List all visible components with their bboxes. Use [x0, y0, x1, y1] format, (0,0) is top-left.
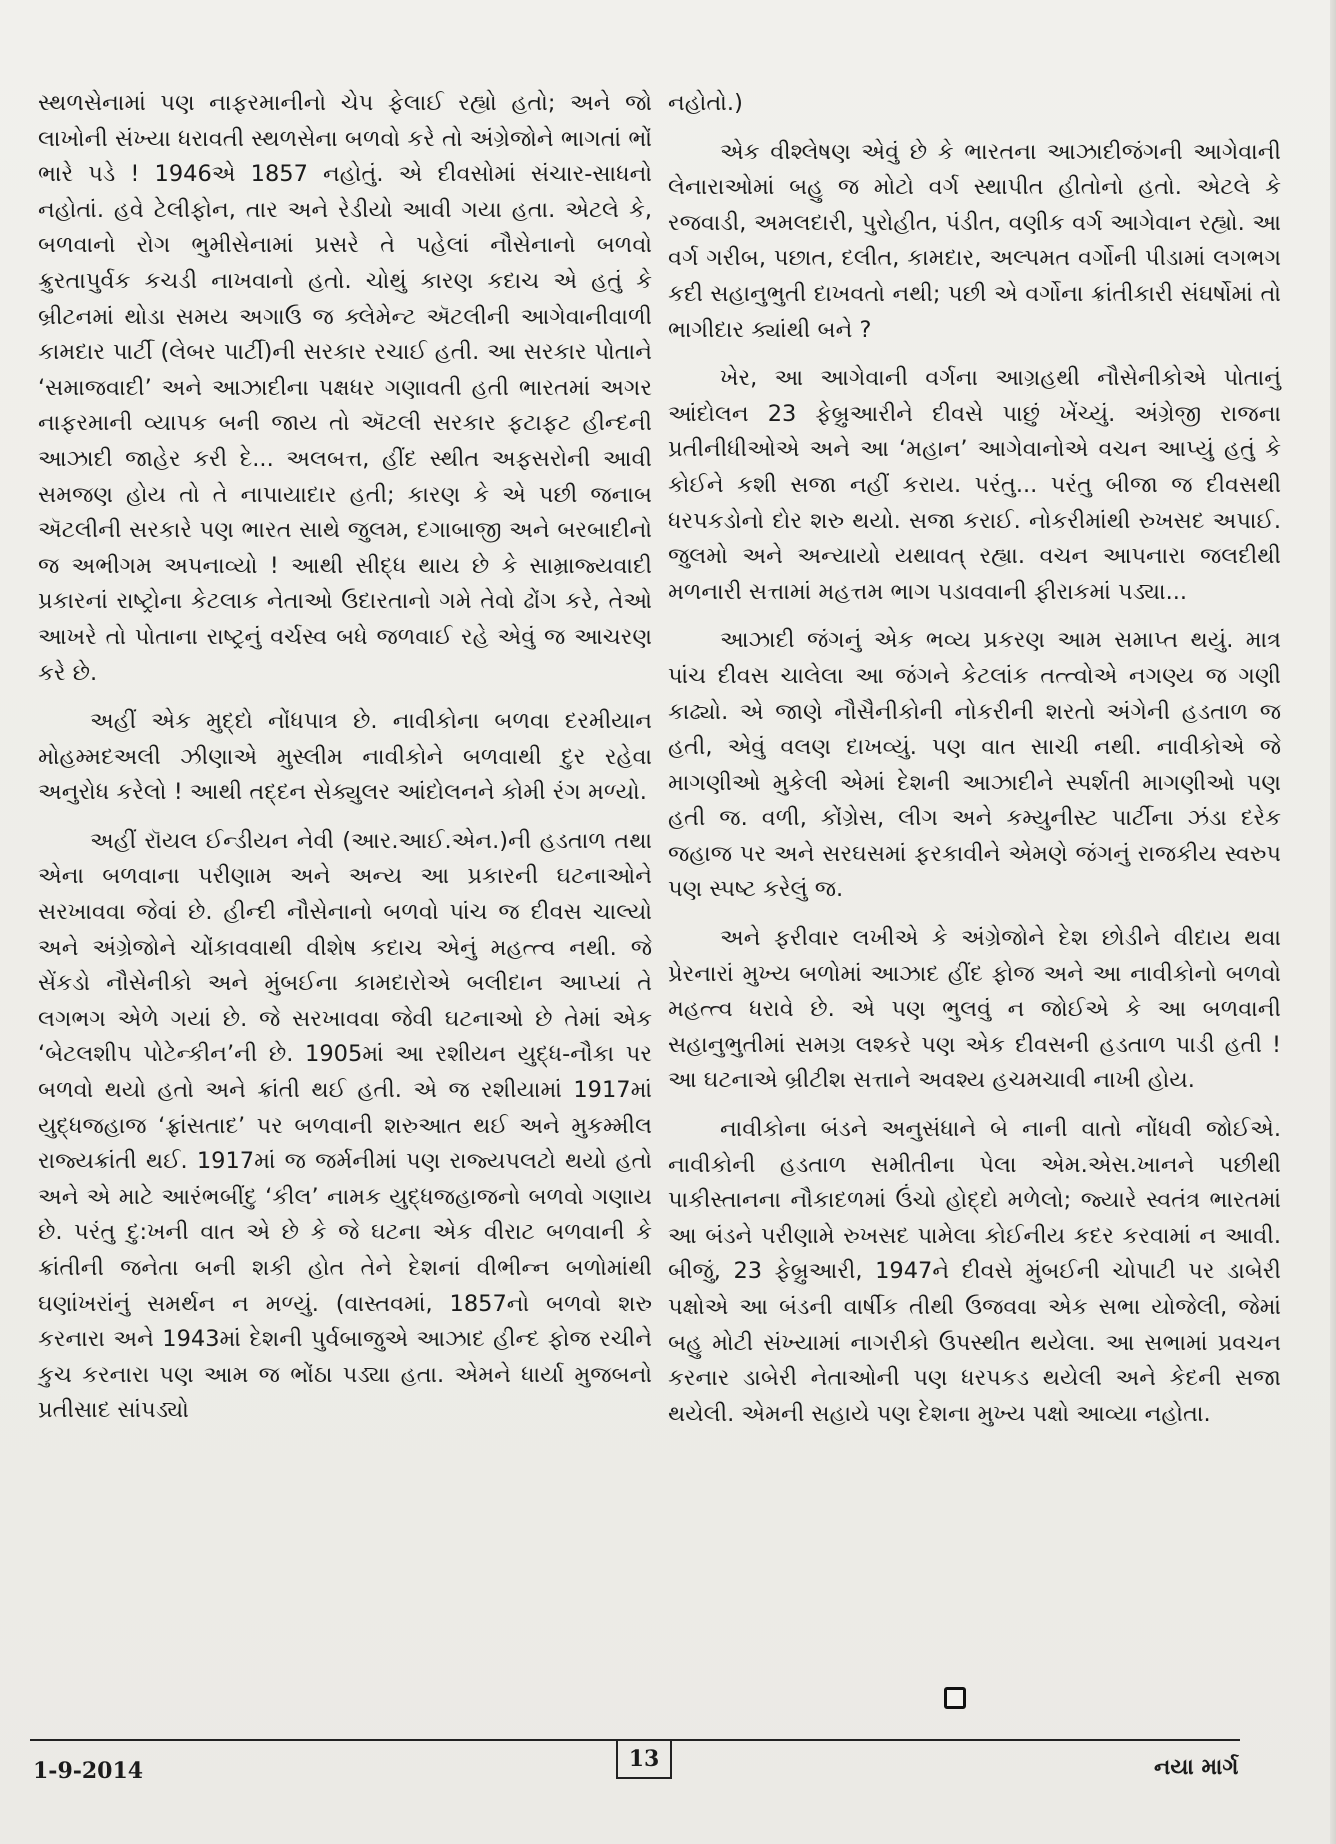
paragraph: અહીં રૉયલ ઈન્ડીયન નેવી (આર.આઈ.એન.)ની હડતાળ તથા એના બળવાના પરીણામ અને અન્ય આ પ્રકારની ઘટનાઓને સરખાવવા જેવાં છે. હીન્દી નૌસેનાનો બળવો પાંચ જ દીવસ ચાલ્યો અને અંગ્રેજોને ચોંકાવવાથી વીશેષ કદાચ એનું મહત્ત્વ નથી. જે સેંકડો નૌસેનીકો અને મુંબઈના કામદારોએ બલીદાન આપ્યાં તે લગભગ એળે ગયાં છે. જે સરખાવવા જેવી ઘટનાઓ છે તેમાં એક ‘બેટલશીપ પોટેન્કીન’ની છે. 1905માં આ રશીયન યુદ્ધ-નૌકા પર બળવો થયો હતો અને ક્રાંતી થઈ હતી. એ જ રશીયામાં 1917માં યુદ્ધજહાજ ‘ફ્રાંસતાદ’ પર બળવાની શરુઆત થઈ અને મુકમ્મીલ રાજ્યક્રાંતી થઈ. 1917માં જ જર્મનીમાં પણ રાજ્યપલટો થયો હતો અને એ માટે આરંભબીંદુ ‘કીલ’ નામક યુદ્ધજહાજનો બળવો ગણાય છે. પરંતુ દુ:ખની વાત એ છે કે જે ઘટના એક વીરાટ બળવાની કે ક્રાંતીની જનેતા બની શકી હોત તેને દેશનાં વીભીન્ન બળોમાંથી ઘણાંખરાંનું સમર્થન ન મળ્યું. (વાસ્તવમાં, 1857નો બળવો શરુ કરનારા અને 1943માં દેશની પુર્વબાજુએ આઝાદ હીન્દ ફોજ રચીને કુચ કરનારા પણ આમ જ ભોંઠા પડ્યા હતા. એમને ધાર્યા મુજબનો પ્રતીસાદ સાંપડ્યો [38, 827, 652, 1424]
paragraph: એક વીશ્લેષણ એવું છે કે ભારતના આઝાદીજંગની આગેવાની લેનારાઓમાં બહુ જ મોટો વર્ગ સ્થાપીત હીતોનો હતો. એટલે કે રજવાડી, અમલદારી, પુરોહીત, પંડીત, વણીક વર્ગ આગેવાન રહ્યો. આ વર્ગ ગરીબ, પછાત, દલીત, કામદાર, અલ્પમત વર્ગોની પીડામાં લગભગ કદી સહાનુભુતી દાખવતો નથી; પછી એ વર્ગોના ક્રાંતીકારી સંઘર્ષોમાં તો ભાગીદાર ક્યાંથી બને ? [668, 138, 1281, 343]
scan-edge [1330, 0, 1336, 1844]
magazine-name: નયા માર્ગ [1154, 1755, 1239, 1780]
paragraph: નહોતો.) [668, 90, 743, 116]
article-left-column [38, 86, 652, 1442]
paragraph: અને ફરીવાર લખીએ કે અંગ્રેજોને દેશ છોડીને વીદાય થવા પ્રેરનારાં મુખ્ય બળોમાં આઝાદ હીંદ ફોજ અને આ નાવીકોનો બળવો મહત્ત્વ ધરાવે છે. એ પણ ભુલવું ન જોઈએ કે આ બળવાની સહાનુભુતીમાં સમગ્ર લશ્કરે પણ એક દીવસની હડતાળ પાડી હતી ! આ ઘટનાએ બ્રીટીશ સત્તાને અવશ્ય હચમચાવી નાખી હોય. [668, 925, 1281, 1094]
article-end-square-icon [944, 1687, 966, 1709]
footer-date: 1-9-2014 [33, 1758, 144, 1784]
page-number: 13 [616, 1741, 672, 1779]
paragraph: અહીં એક મુદ્દો નોંધપાત્ર છે. નાવીકોના બળવા દરમીયાન મોહમ્મદઅલી ઝીણાએ મુસ્લીમ નાવીકોને બળવાથી દુર રહેવા અનુરોધ કરેલો ! આથી તદ્દન સેક્યુલર આંદોલનને કોમી રંગ મળ્યો. [38, 708, 652, 806]
article-right-column [668, 86, 1281, 1445]
paragraph: ખેર, આ આગેવાની વર્ગના આગ્રહથી નૌસેનીકોએ પોતાનું આંદોલન 23 ફેબ્રુઆરીને દીવસે પાછું ખેંચ્યું. અંગ્રેજી રાજના પ્રતીનીધીઓએ અને આ ‘મહાન’ આગેવાનોએ વચન આપ્યું હતું કે કોઈને કશી સજા નહીં કરાય. પરંતુ... પરંતુ બીજા જ દીવસથી ધરપકડોનો દોર શરુ થયો. સજા કરાઈ. નોકરીમાંથી રુખસદ અપાઈ. જુલમો અને અન્યાયો યથાવત્ રહ્યા. વચન આપનારા જલદીથી મળનારી સત્તામાં મહત્તમ ભાગ પડાવવાની ફીરાકમાં પડ્યા... [668, 365, 1281, 605]
paragraph: સ્થળસેનામાં પણ નાફરમાનીનો ચેપ ફેલાઈ રહ્યો હતો; અને જો લાખોની સંખ્યા ધરાવતી સ્થળસેના બળવો કરે તો અંગ્રેજોને ભાગતાં ભોં ભારે પડે ! 1946એ 1857 નહોતું. એ દીવસોમાં સંચાર-સાધનો નહોતાં. હવે ટેલીફોન, તાર અને રેડીયો આવી ગયા હતા. એટલે કે, બળવાનો રોગ ભુમીસેનામાં પ્રસરે તે પહેલાં નૌસેનાનો બળવો ક્રુરતાપુર્વક કચડી નાખવાનો હતો. ચોથું કારણ કદાચ એ હતું કે બ્રીટનમાં થોડા સમય અગાઉ જ ક્લેમેન્ટ ઍટલીની આગેવાનીવાળી કામદાર પાર્ટી (લેબર પાર્ટી)ની સરકાર રચાઈ હતી. આ સરકાર પોતાને ‘સમાજવાદી’ અને આઝાદીના પક્ષધર ગણાવતી હતી ભારતમાં અગર નાફરમાની વ્યાપક બની જાય તો ઍટલી સરકાર ફટાફટ હીન્દની આઝાદી જાહેર કરી દે... અલબત્ત, હીંદ સ્થીત અફસરોની આવી સમજણ હોય તો તે નાપાયાદાર હતી; કારણ કે એ પછી જનાબ ઍટલીની સરકારે પણ ભારત સાથે જુલમ, દગાબાજી અને બરબાદીનો જ અભીગમ અપનાવ્યો ! આથી સીદ્ધ થાય છે કે સામ્રાજ્યવાદી પ્રકારનાં રાષ્ટ્રોના કેટલાક નેતાઓ ઉદારતાનો ગમે તેવો ઢોંગ કરે, તેઓ આખરે તો પોતાના રાષ્ટ્રનું વર્ચસ્વ બધે જળવાઈ રહે એવું જ આચરણ કરે છે. [38, 90, 652, 686]
paragraph: આઝાદી જંગનું એક ભવ્ય પ્રકરણ આમ સમાપ્ત થયું. માત્ર પાંચ દીવસ ચાલેલા આ જંગને કેટલાંક તત્ત્વોએ નગણ્ય જ ગણી કાઢ્યો. એ જાણે નૌસૈનીકોની નોકરીની શરતો અંગેની હડતાળ જ હતી, એવું વલણ દાખવ્યું. પણ વાત સાચી નથી. નાવીકોએ જે માગણીઓ મુકેલી એમાં દેશની આઝાદીને સ્પર્શતી માગણીઓ પણ હતી જ. વળી, કોંગ્રેસ, લીગ અને કમ્યુનીસ્ટ પાર્ટીના ઝંડા દરેક જહાજ પર અને સરઘસમાં ફરકાવીને એમણે જંગનું રાજકીય સ્વરુપ પણ સ્પષ્ટ કરેલું જ. [668, 627, 1281, 903]
paragraph: નાવીકોના બંડને અનુસંધાને બે નાની વાતો નોંધવી જોઈએ. નાવીકોની હડતાળ સમીતીના પેલા એમ.એસ.ખાનને પછીથી પાકીસ્તાનના નૌકાદળમાં ઉંચો હોદ્દો મળેલો; જ્યારે સ્વતંત્ર ભારતમાં આ બંડને પરીણામે રુખસદ પામેલા કોઈનીય કદર કરવામાં ન આવી. બીજું, 23 ફેબ્રુઆરી, 1947ને દીવસે મુંબઈની ચોપાટી પર ડાબેરી પક્ષોએ આ બંડની વાર્ષીક તીથી ઉજવવા એક સભા યોજેલી, જેમાં બહુ મોટી સંખ્યામાં નાગરીકો ઉપસ્થીત થયેલા. આ સભામાં પ્રવચન કરનાર ડાબેરી નેતાઓની પણ ધરપકડ થયેલી અને કેદની સજા થયેલી. એમની સહાયે પણ દેશના મુખ્ય પક્ષો આવ્યા નહોતા. [668, 1116, 1281, 1427]
